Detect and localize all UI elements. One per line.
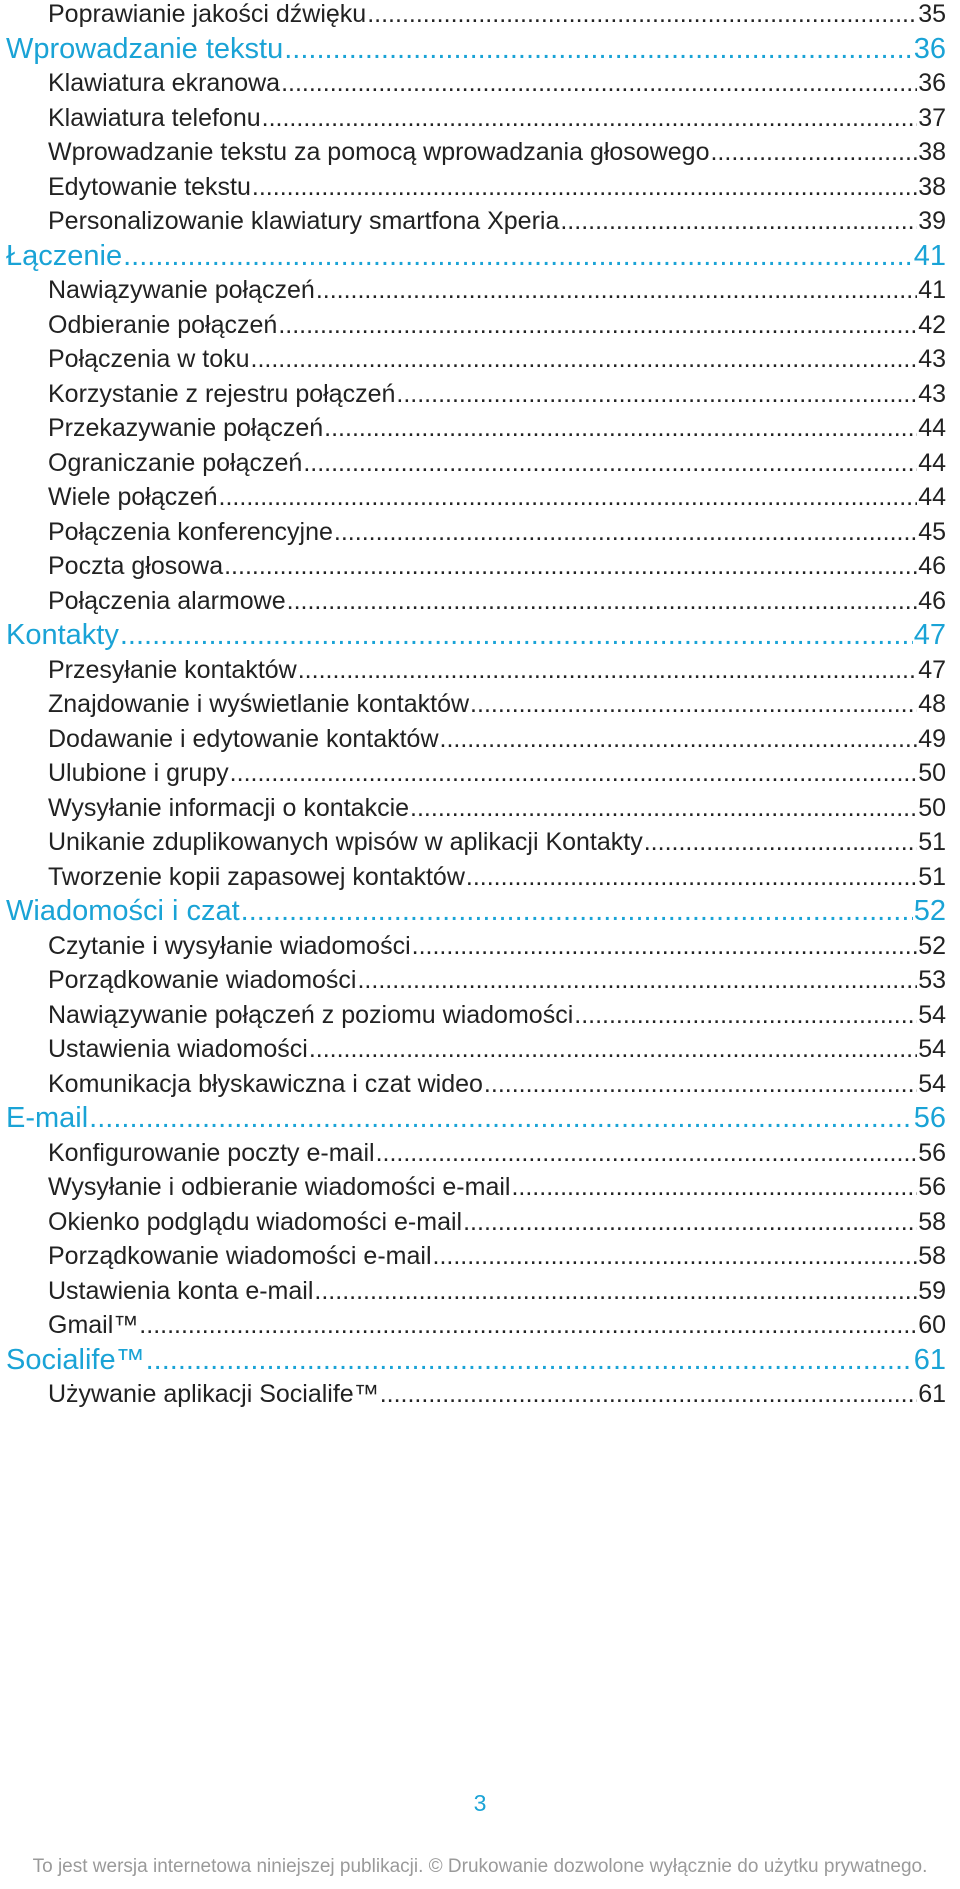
toc-entry-title: Personalizowanie klawiatury smartfona Xperia xyxy=(48,207,560,235)
toc-entry-title: Wprowadzanie tekstu za pomocą wprowadzania głosowego xyxy=(48,138,710,166)
toc-entry-page: 47 xyxy=(913,619,946,651)
toc-entry-title: Połączenia konferencyjne xyxy=(48,517,333,546)
footer-note: To jest wersja internetowa niniejszej publikacji. © Drukowanie dozwolone wyłącznie do użytku prywatnego. xyxy=(32,1856,928,1877)
toc-entry-title: Przekazywanie połączeń xyxy=(48,414,324,442)
toc-entry-page: 48 xyxy=(918,690,946,718)
toc-entry-title: Wysyłanie i odbieranie wiadomości e-mail xyxy=(48,1173,511,1201)
toc-entry-title: Ulubione i grupy xyxy=(48,759,229,787)
toc-entry-page: 44 xyxy=(918,448,946,477)
toc-entry-page: 35 xyxy=(918,0,946,28)
toc-entry-title: Odbieranie połączeń xyxy=(48,310,278,339)
toc-entry-page: 37 xyxy=(918,103,946,132)
toc-entry-page: 44 xyxy=(918,483,946,511)
toc-entry-title: Porządkowanie wiadomości xyxy=(48,966,357,994)
toc-entry-page: 52 xyxy=(913,895,946,927)
toc-entry-title: Dodawanie i edytowanie kontaktów xyxy=(48,724,439,753)
toc-entry-page: 51 xyxy=(918,862,946,891)
toc-entry-title: Znajdowanie i wyświetlanie kontaktów xyxy=(48,690,470,718)
toc-entry-title: Nawiązywanie połączeń xyxy=(48,276,315,304)
toc-entry-page: 60 xyxy=(918,1311,946,1339)
toc-entry-title: Okienko podglądu wiadomości e-mail xyxy=(48,1207,463,1236)
toc-entry-title: Czytanie i wysyłanie wiadomości xyxy=(48,931,411,960)
toc-entry-page: 38 xyxy=(918,138,946,166)
toc-entry-title: Edytowanie tekstu xyxy=(48,172,251,201)
toc-entry-title: Nawiązywanie połączeń z poziomu wiadomości xyxy=(48,1000,574,1029)
toc-entry-title: Używanie aplikacji Socialife™ xyxy=(48,1380,379,1408)
toc-entry-title: Konfigurowanie poczty e-mail xyxy=(48,1138,375,1167)
toc-entry-title: Ustawienia wiadomości xyxy=(48,1035,308,1063)
toc-entry-title: Gmail™ xyxy=(48,1311,139,1339)
toc-entry-page: 36 xyxy=(918,69,946,97)
toc-entry-title: Połączenia w toku xyxy=(48,345,250,373)
toc-entry-title: Porządkowanie wiadomości e-mail xyxy=(48,1242,432,1270)
toc-entry-page: 58 xyxy=(918,1242,946,1270)
toc-entry-title: Ograniczanie połączeń xyxy=(48,448,303,477)
toc-entry-title: Unikanie zduplikowanych wpisów w aplikacji Kontakty xyxy=(48,828,643,856)
toc-entry-page: 38 xyxy=(918,172,946,201)
toc-entry-page: 41 xyxy=(918,276,946,304)
toc-leader-dots xyxy=(380,1374,917,1414)
toc-entry-page: 43 xyxy=(918,345,946,373)
toc-entry-title: Klawiatura ekranowa xyxy=(48,69,281,97)
toc-entry-page: 45 xyxy=(918,517,946,546)
toc-entry-page: 54 xyxy=(918,1069,946,1098)
toc-entry-page: 36 xyxy=(913,32,946,65)
toc-entry-title: Ustawienia konta e-mail xyxy=(48,1276,314,1305)
toc-entry-title: Poczta głosowa xyxy=(48,552,224,580)
toc-entry-page: 58 xyxy=(918,1207,946,1236)
toc-entry-page: 53 xyxy=(918,966,946,994)
toc-entry-title: Wiele połączeń xyxy=(48,483,218,511)
toc-entry-page: 46 xyxy=(918,552,946,580)
toc-entry-page: 52 xyxy=(918,931,946,960)
toc-entry-page: 39 xyxy=(918,207,946,235)
toc-entry-title: Korzystanie z rejestru połączeń xyxy=(48,379,396,408)
toc-entry-page: 54 xyxy=(918,1000,946,1029)
toc-entry-page: 54 xyxy=(918,1035,946,1063)
toc-entry-page: 50 xyxy=(918,759,946,787)
toc-entry-title: Komunikacja błyskawiczna i czat wideo xyxy=(48,1069,483,1098)
toc-entry-page: 51 xyxy=(918,828,946,856)
toc-entry-page: 41 xyxy=(913,239,946,272)
toc-entry-title: Kontakty xyxy=(6,619,119,651)
toc-entry-title: Socialife™ xyxy=(6,1343,145,1376)
toc-entry-page: 56 xyxy=(918,1138,946,1167)
toc-entry-title: Poprawianie jakości dźwięku xyxy=(48,0,367,28)
toc-entry-title: Wprowadzanie tekstu xyxy=(6,32,284,65)
toc-entry-page: 44 xyxy=(918,414,946,442)
toc-entry-page: 43 xyxy=(918,379,946,408)
toc-entry-page: 49 xyxy=(918,724,946,753)
page-number: 3 xyxy=(473,1790,487,1816)
toc-entry-page: 56 xyxy=(918,1173,946,1201)
toc-entry-page: 61 xyxy=(918,1380,946,1408)
toc-entry-page: 50 xyxy=(918,793,946,822)
toc-entry-page: 47 xyxy=(918,655,946,684)
toc-entry-page: 56 xyxy=(913,1102,946,1134)
toc-entry xyxy=(48,1374,946,1414)
toc-entry-title: Klawiatura telefonu xyxy=(48,103,261,132)
toc-entry-title: Wiadomości i czat xyxy=(6,895,240,927)
toc-entry-title: Połączenia alarmowe xyxy=(48,586,286,615)
toc-entry-page: 61 xyxy=(913,1343,946,1376)
toc-entry-title: Wysyłanie informacji o kontakcie xyxy=(48,793,410,822)
toc-entry-title: E-mail xyxy=(6,1102,89,1134)
toc-entry-title: Tworzenie kopii zapasowej kontaktów xyxy=(48,862,465,891)
toc-entry-title: Przesyłanie kontaktów xyxy=(48,655,297,684)
toc-entry-page: 46 xyxy=(918,586,946,615)
toc-entry-page: 42 xyxy=(918,310,946,339)
toc-entry-title: Łączenie xyxy=(6,239,123,272)
toc-entry-page: 59 xyxy=(918,1276,946,1305)
